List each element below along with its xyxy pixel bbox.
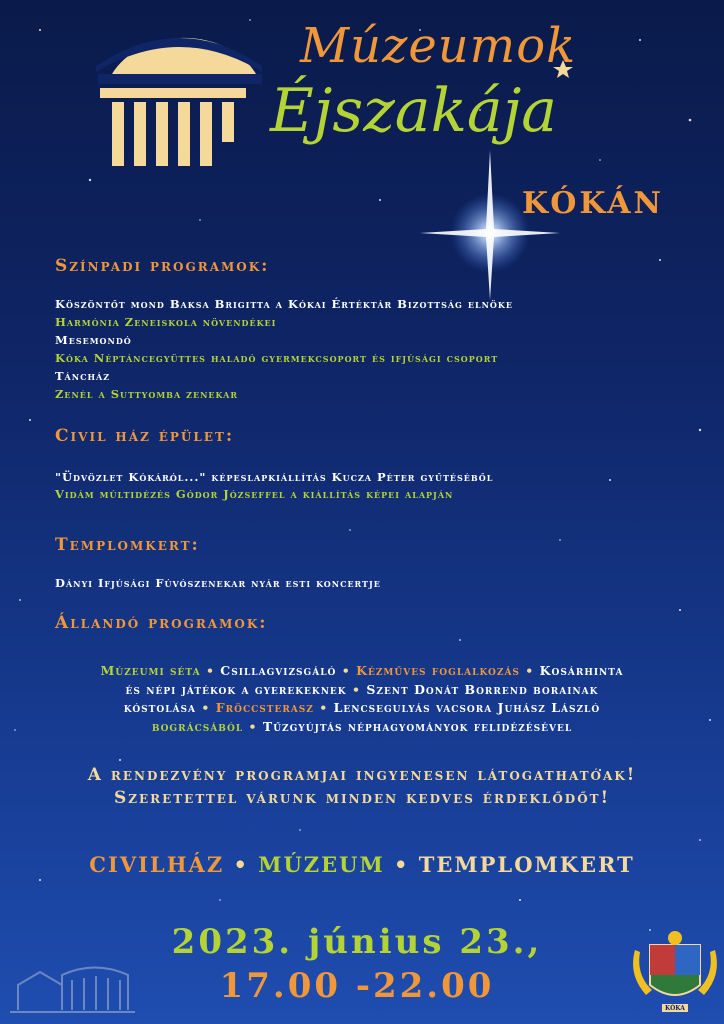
- event-time: 17.00 -22.00: [219, 966, 495, 1006]
- stage-item-4: Kóka Néptáncegyüttes haladó gyermekcsoport és ifjúsági csoport: [55, 351, 499, 365]
- permanent-line-2: és népi játékok a gyerekeknek • Szent Donát Borrend borainak: [125, 681, 599, 697]
- civil-house-heading: Civil ház épület:: [55, 426, 235, 446]
- church-garden-heading: Templomkert:: [55, 535, 200, 555]
- notice-line-2: Szeretettel várunk minden kedves érdeklődőt!: [113, 788, 611, 808]
- stage-programs-heading: Színpadi programok:: [55, 256, 270, 276]
- stage-item-6: Zenél a Suttyomba zenekar: [55, 387, 238, 401]
- permanent-item: Fröccsterasz: [215, 700, 314, 715]
- civil-item-2: Vidám múltidézés Gódor Józseffel a kiállítás képei alapján: [55, 487, 454, 501]
- permanent-programs-heading: Állandó programok:: [55, 613, 268, 633]
- venue-civilhaz: CIVILHÁZ: [89, 852, 225, 877]
- stage-item-2: Harmónia Zeneiskola növendékei: [55, 315, 277, 329]
- permanent-item: Szent Donát Borrend borainak: [366, 681, 599, 697]
- garden-item-1: Dányi Ifjúsági Fúvószenekar nyár esti koncertje: [55, 576, 381, 590]
- venues-line: CIVILHÁZ • MÚZEUM • TEMPLOMKERT: [89, 852, 635, 877]
- permanent-item: Csillagvizsgáló: [220, 663, 337, 678]
- permanent-line-1: Múzeumi séta • Csillagvizsgáló • Kézműves foglalkozás • Kosárhinta: [100, 663, 624, 678]
- civil-item-1: "Üdvözlet Kókáról..." képeslapkiállítás Kucza Péter gyűtéséből: [55, 470, 494, 484]
- logo-title-line2: Éjszakája: [270, 76, 558, 146]
- permanent-line-3: kóstolása • Fröccsterasz • Lencsegulyás vacsora Juhász László: [123, 700, 601, 715]
- free-entry-notice: [0, 764, 724, 810]
- location-heading: KÓKÁN: [522, 186, 664, 221]
- venue-muzeum: MÚZEUM: [258, 852, 385, 877]
- stage-item-1: Köszöntőt mond Baksa Brigitta a Kókai Értéktár Bizottság elnöke: [55, 297, 513, 311]
- permanent-line-4: bográcsából • Tűzgyújtás néphagyományok felidézésével: [151, 718, 573, 734]
- permanent-item: Lencsegulyás vacsora Juhász László: [333, 700, 601, 715]
- stage-item-5: Táncház: [55, 369, 111, 383]
- permanent-item: Kézműves foglalkozás: [356, 663, 520, 678]
- venue-templomkert: TEMPLOMKERT: [418, 852, 635, 877]
- permanent-item: Kosárhinta: [539, 663, 624, 678]
- permanent-item: bográcsából: [151, 718, 244, 734]
- permanent-item: és népi játékok a gyerekeknek: [125, 681, 347, 697]
- event-date: 2023. június 23.,: [171, 922, 543, 962]
- notice-line-1: A rendezvény programjai ingyenesen látogathatóak!: [87, 765, 637, 785]
- crest-caption: KÓKA: [665, 1005, 685, 1012]
- permanent-item: kóstolása: [123, 700, 197, 715]
- stage-item-3: Mesemondó: [55, 333, 132, 347]
- logo-title-line1: Múzeumok: [300, 18, 577, 74]
- permanent-programs-list: [0, 662, 724, 736]
- permanent-item: Múzeumi séta: [100, 663, 201, 678]
- permanent-item: Tűzgyújtás néphagyományok felidézésével: [262, 718, 573, 734]
